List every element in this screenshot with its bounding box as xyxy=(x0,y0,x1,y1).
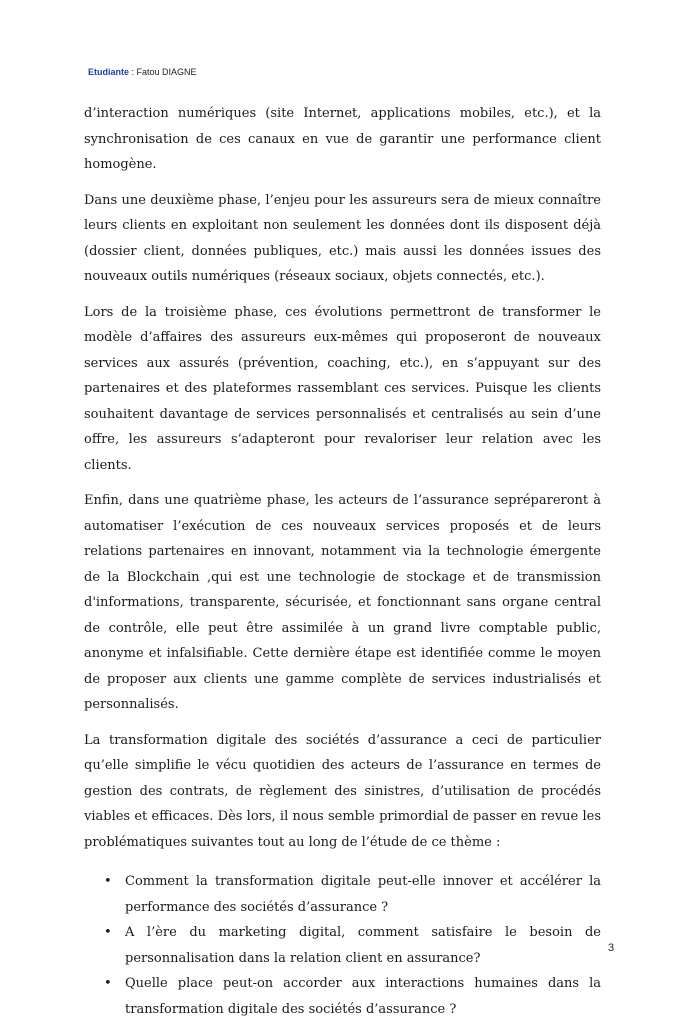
bullet-icon: • xyxy=(104,976,112,991)
header-separator: : xyxy=(129,67,137,77)
bullet-icon: • xyxy=(104,925,112,940)
paragraph: La transformation digitale des sociétés d’assurance a ceci de particulier qu’elle simplifie le vécu quotidien des acteurs de l’assurance en termes de gestion des contrats, de règlement des sinistres, d’utilisation de procédés viables et efficaces. Dès lors, il nous semble primordial de passer en revue les problématiques suivantes tout au long de l’étude de ce thème : xyxy=(84,732,601,850)
list-item-text: Comment la transformation digitale peut-elle innover et accélérer la performance des sociétés d’assurance ? xyxy=(125,874,601,915)
paragraph: Dans une deuxième phase, l’enjeu pour les assureurs sera de mieux connaître leurs clients en exploitant non seulement les données dont ils disposent déjà (dossier client, données publiques, etc.) mais aussi les données issues des nouveaux outils numériques (réseaux sociaux, objets connectés, etc.). xyxy=(84,192,601,284)
bullet-icon: • xyxy=(104,874,112,889)
question-list xyxy=(84,869,601,1022)
list-item xyxy=(84,971,601,1022)
list-item xyxy=(84,869,601,920)
page-header xyxy=(88,67,197,77)
list-item-text: A l’ère du marketing digital, comment satisfaire le besoin de personnalisation dans la relation client en assurance? xyxy=(125,925,601,966)
list-item-text: Quelle place peut-on accorder aux interactions humaines dans la transformation digitale des sociétés d’assurance ? xyxy=(125,976,601,1017)
paragraph: Enfin, dans une quatrième phase, les acteurs de l’assurance seprépareront à automatiser l’exécution de ces nouveaux services proposés et de leurs relations partenaires en innovant, notamment via la technologie émergente de la Blockchain ,qui est une technologie de stockage et de transmission d'informations, transparente, sécurisée, et fonctionnant sans organe central de contrôle, elle peut être assimilée à un grand livre comptable public, anonyme et infalsifiable. Cette dernière étape est identifiée comme le moyen de proposer aux clients une gamme complète de services industrialisés et personnalisés. xyxy=(84,493,601,712)
list-item xyxy=(84,920,601,971)
page-number: 3 xyxy=(608,942,615,954)
paragraph: Lors de la troisième phase, ces évolutions permettront de transformer le modèle d’affaires des assureurs eux-mêmes qui proposeront de nouveaux services aux assurés (prévention, coaching, etc.), en s’appuyant sur des partenaires et des plateformes rassemblant ces services. Puisque les clients souhaitent davantage de services personnalisés et centralisés au sein d’une offre, les assureurs s’adapteront pour revaloriser leur relation avec les clients. xyxy=(84,304,601,473)
document-body xyxy=(84,101,601,1022)
paragraph: d’interaction numériques (site Internet, applications mobiles, etc.), et la synchronisation de ces canaux en vue de garantir une performance client homogène. xyxy=(84,106,601,172)
header-student-name: Fatou DIAGNE xyxy=(136,67,197,77)
header-label: Etudiante xyxy=(88,67,130,77)
